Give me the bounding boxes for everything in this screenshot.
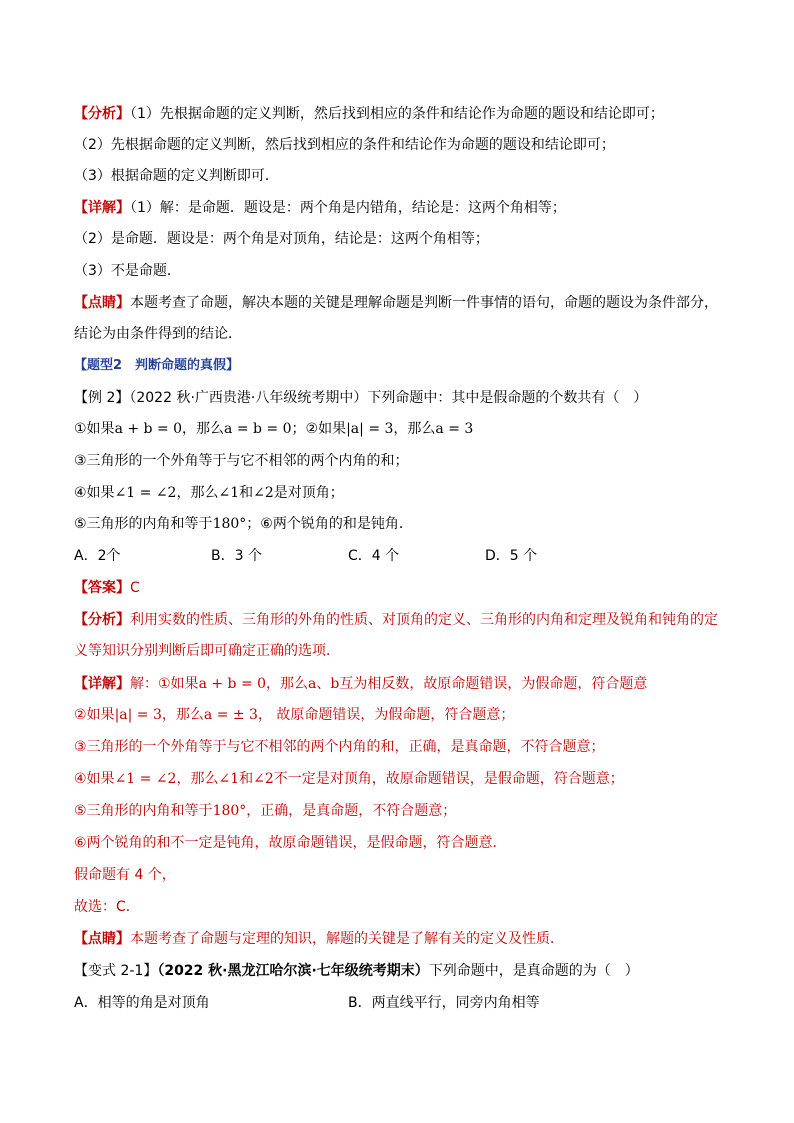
detail-text: 解： <box>130 676 158 692</box>
option-d: D．5 个 <box>485 548 538 564</box>
statement-text: ；②如果 <box>291 421 347 437</box>
analysis-line-3: （3）根据命题的定义判断即可． <box>74 168 279 184</box>
analysis2-line-2: 义等知识分别判断后即可确定正确的选项． <box>74 643 340 659</box>
example2-source: （2022 秋·广西贵港·八年级统考期中） <box>129 390 368 406</box>
answer-value: C <box>130 580 140 596</box>
statement-1-2 <box>74 420 473 438</box>
comment2-label: 【点睛】 <box>74 931 130 947</box>
statement-text: ，那么 <box>182 421 225 437</box>
comment2-text: 本题考查了命题与定理的知识，解题的关键是了解有关的定义及性质． <box>130 931 564 947</box>
detail-line-2: （2）是命题．题设是：两个角是对顶角，结论是：这两个角相等； <box>74 231 489 247</box>
detail-text: 和 <box>239 771 254 787</box>
detail-text: ，那么 <box>176 771 219 787</box>
detail2-line-4 <box>74 770 624 788</box>
detail2-line-6: ⑥两个锐角的和不一定是钝角，故原命题错误，是假命题，符合题意． <box>74 835 507 851</box>
analysis2-label: 【分析】 <box>74 612 130 628</box>
example2-label: 【例 2】 <box>74 390 130 406</box>
analysis-text-1: （1）先根据命题的定义判断，然后找到相应的条件和结论作为命题的题设和结论即可； <box>130 106 664 122</box>
variant-question-text: 下列命题中，是真命题的为（ ） <box>428 963 639 979</box>
detail-text: ，那么 <box>161 707 204 723</box>
statement-text: ④如果 <box>74 485 115 501</box>
detail-text: ，正确，是真命题，不符合题意； <box>246 803 457 819</box>
comment-line-1 <box>74 294 718 312</box>
detail2-line-1 <box>74 675 647 693</box>
math-expression: a = ± 3 <box>203 707 258 723</box>
type2-title: 【题型2 判断命题的真假】 <box>74 358 240 373</box>
math-expression: ∠1 = ∠2 <box>114 485 177 501</box>
math-expression: |a| = 3 <box>114 707 162 723</box>
math-expression: ∠2 <box>253 485 274 501</box>
statement-text: ⑤三角形的内角和等于 <box>74 516 213 532</box>
example2-question <box>74 389 647 407</box>
comment-label: 【点睛】 <box>74 295 130 311</box>
statement-5-6 <box>74 515 413 533</box>
math-expression: ∠1 <box>218 485 240 501</box>
variant-source: （2022 秋·黑龙江哈尔滨·七年级统考期末） <box>157 963 429 979</box>
statement-text: ，那么 <box>176 485 219 501</box>
detail-text: 不一定是对顶角，故原命题错误，是假命题，符合题意； <box>273 771 624 787</box>
math-expression: a <box>308 676 317 692</box>
detail2-line-5 <box>74 802 456 820</box>
comment2-line <box>74 930 564 948</box>
analysis-label: 【分析】 <box>74 106 130 122</box>
statement-text: ；⑥两个锐角的和是钝角． <box>246 516 413 532</box>
detail-text-1: （1）解：是命题．题设是：两个角是内错角，结论是：这两个角相等； <box>130 200 566 216</box>
detail-text: ， 故原命题错误，为假命题，符合题意； <box>257 707 515 723</box>
math-expression: b <box>330 676 340 692</box>
detail-text: ④如果 <box>74 771 115 787</box>
math-expression: 180° <box>212 803 247 819</box>
math-expression: a = b = 0 <box>224 421 292 437</box>
detail2-line-2 <box>74 706 514 724</box>
statement-text: ①如果 <box>74 421 115 437</box>
variant-option-a: A．相等的角是对顶角 <box>74 995 210 1011</box>
detail2-count: 假命题有 4 个， <box>74 867 176 883</box>
math-expression: 180° <box>212 516 247 532</box>
statement-text: 和 <box>239 485 254 501</box>
detail-label: 【详解】 <box>74 200 130 216</box>
comment-line-2: 结论为由条件得到的结论． <box>74 326 242 342</box>
detail-line-1 <box>74 199 566 217</box>
statement-text: 是对顶角； <box>273 485 344 501</box>
statement-text: ，那么 <box>393 421 436 437</box>
detail-text: ⑤三角形的内角和等于 <box>74 803 213 819</box>
analysis2-line-1 <box>74 611 718 629</box>
detail-text: ②如果 <box>74 707 115 723</box>
math-expression: a = 3 <box>435 421 474 437</box>
math-expression: ∠1 <box>218 771 240 787</box>
math-expression: ∠2 <box>253 771 274 787</box>
analysis2-text-1: 利用实数的性质、三角形的外角的性质、对顶角的定义、三角形的内角和定理及锐角和钝角的定 <box>130 612 718 628</box>
variant-label: 【变式 2-1】 <box>74 963 158 979</box>
detail-text: ，那么 <box>266 676 309 692</box>
variant-question <box>74 962 639 980</box>
answer-line <box>74 579 140 597</box>
detail2-line-3: ③三角形的一个外角等于与它不相邻的两个内角的和，正确，是真命题，不符合题意； <box>74 739 605 755</box>
detail2-choose: 故选：C． <box>74 899 140 915</box>
detail2-label: 【详解】 <box>74 676 130 692</box>
math-expression: a + b = 0 <box>114 421 183 437</box>
detail-line-3: （3）不是命题． <box>74 263 181 279</box>
option-b: B．3 个 <box>211 548 262 564</box>
statement-4 <box>74 484 344 502</box>
detail-text: ①如果 <box>158 676 199 692</box>
math-expression: ∠1 = ∠2 <box>114 771 177 787</box>
detail-text: 、 <box>316 676 331 692</box>
detail-text: 互为相反数，故原命题错误，为假命题，符合题意 <box>339 676 648 692</box>
statement-3: ③三角形的一个外角等于与它不相邻的两个内角的和； <box>74 453 409 469</box>
math-expression: a + b = 0 <box>198 676 267 692</box>
math-expression: |a| = 3 <box>346 421 394 437</box>
answer-label: 【答案】 <box>74 580 130 596</box>
example2-question-text: 下列命题中：其中是假命题的个数共有（ ） <box>367 390 648 406</box>
variant-option-b: B．两直线平行，同旁内角相等 <box>348 995 540 1011</box>
comment-text-1: 本题考查了命题，解决本题的关键是理解命题是判断一件事情的语句，命题的题设为条件部分， <box>130 295 718 311</box>
option-a: A．2个 <box>74 548 121 564</box>
analysis-line-2: （2）先根据命题的定义判断，然后找到相应的条件和结论作为命题的题设和结论即可； <box>74 137 615 153</box>
option-c: C．4 个 <box>348 548 400 564</box>
analysis-line-1 <box>74 105 664 123</box>
